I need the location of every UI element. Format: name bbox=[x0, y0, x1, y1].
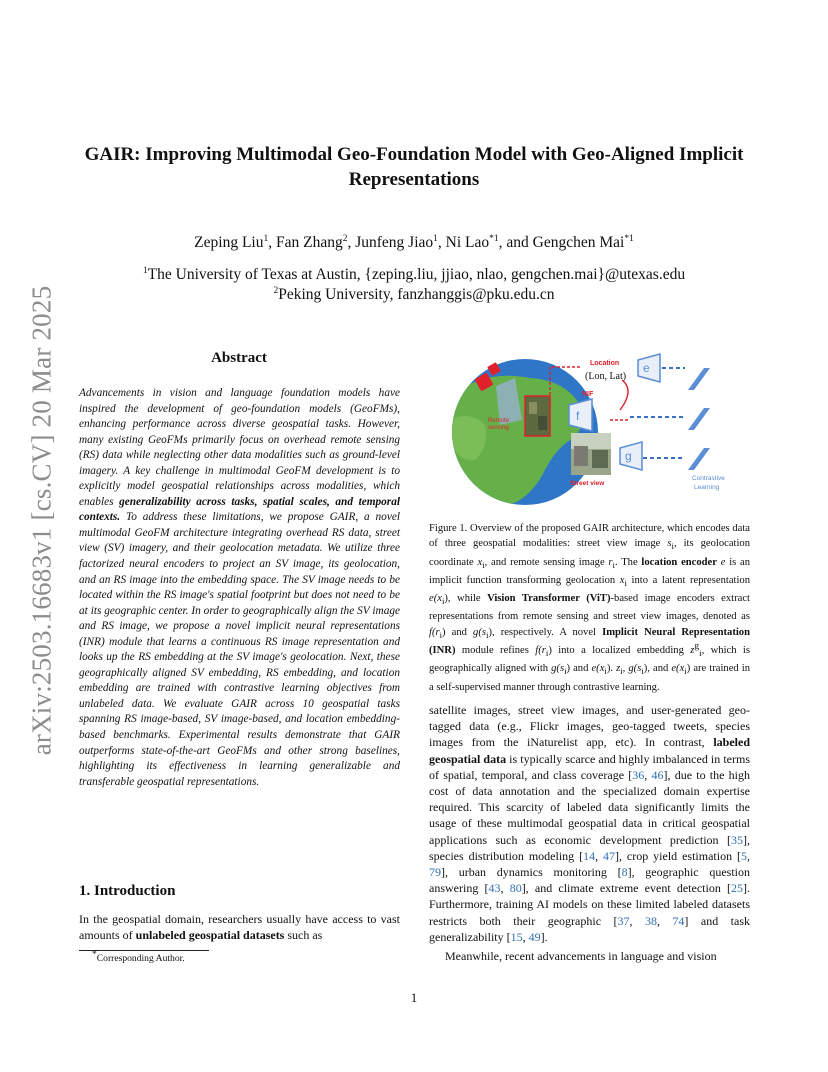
lonlat-label: (Lon, Lat) bbox=[585, 371, 627, 382]
citation-link[interactable]: 37 bbox=[617, 913, 630, 928]
footnote-rule bbox=[79, 950, 209, 951]
figure-1-diagram bbox=[430, 350, 750, 510]
affiliation-line: $^2$Peking University, fanzhanggis@pku.edu.cn bbox=[273, 285, 555, 303]
remote-sensing-label: Remote bbox=[488, 418, 510, 424]
nif-label: NIF bbox=[582, 391, 594, 398]
paragraph-start: Meanwhile, recent advancements in language and vision bbox=[445, 949, 717, 964]
abstract-body: Advancements in vision and language foundation models have inspired the development of geo-foundation models (GeoFMs), enhancing performance across diverse geospatial tasks. However, many existing GeoFMs primarily focus on overhead remote sensing (RS) data while neglecting other data modalities such as ground-level imagery. A key challenge in multimodal GeoFM development is to explicitly model geospatial relationships across modalities, which enables generalizability across tasks, spatial scales, and temporal contexts. To address these limitations, we propose GAIR, a novel multimodal GeoFM architecture integrating overhead RS data, street view (SV) imagery, and their geolocation metadata. We utilize three factorized neural encoders to project an SV image, its geolocation, and an RS image into the embedding space. The SV image needs to be located within the RS image's spatial footprint but does not need to be at its geographic center. In order to geographically align the SV image and RS image, we propose a novel implicit neural representations (INR) module that learns a continuous RS image representation and looks up the RS embedding at the SV image's geolocation. Next, these geographically aligned SV embedding, RS embedding, and location embedding are trained with contrastive learning objectives from unlabeled data. We evaluate GAIR across 10 geospatial tasks spanning RS image-based, SV image-based, and location embedding-based benchmarks. Experimental results demonstrate that GAIR outperforms state-of-the-art GeoFMs and other strong baselines, highlighting its effectiveness in learning generalizable and transferable geospatial representations. bbox=[79, 387, 400, 788]
encoder-f bbox=[569, 399, 592, 431]
citation-link[interactable]: 15 bbox=[510, 929, 523, 944]
citation-link[interactable]: 25 bbox=[731, 881, 743, 896]
author-name: Gengchen Mai bbox=[532, 234, 625, 251]
figure-1-caption: Figure 1. Overview of the proposed GAIR architecture, which encodes data of three geospatial modalities: street view image $s_i$, its geolocation coordinate $x_i$, and remote sensing image $r_i$. The location encoder e is an implicit function transforming geolocation $x_i$ into a latent representation $e(x_i)$, while Vision Transformer (ViT)-based image encoders extract representations from remote sensing and street view images, denoted as $f(r_i)$ and $g(s_i)$, respectively. A novel Implicit Neural Representation (INR) module refines $f(r_i)$ into a localized embedding $z^g_i$, which is geographically aligned with $g(s_i)$ and $e(x_i)$. $z_i$, $g(s_i)$, and $e(x_i)$ are trained in a self-supervised manner through contrastive learning. bbox=[429, 523, 751, 693]
street-view-label: Street view bbox=[570, 480, 605, 487]
intro-paragraph-left: In the geospatial domain, researchers usually have access to vast amounts of unlabeled geospatial datasets such as bbox=[79, 912, 400, 943]
citation-link[interactable]: 74 bbox=[672, 913, 685, 928]
svg-text:g: g bbox=[625, 449, 632, 463]
rs-image-patch bbox=[525, 396, 550, 436]
author-name: Junfeng Jiao bbox=[355, 234, 434, 251]
citation-link[interactable]: 5 bbox=[741, 848, 747, 863]
author-name: Fan Zhang bbox=[275, 234, 343, 251]
intro-paragraph-right: satellite images, street view images, and user-generated geo-tagged data (e.g., Flickr images, geo-tagged tweets, species images from the iNaturelist app, etc). In contrast, labeled geospatial data is typically scarce and highly imbalanced in terms of spatial, temporal, and class coverage [36, 46], due to the high cost of data annotation and the specialized domain expertise required. This scarcity of labeled data significantly limits the usage of these multimodal geospatial data in critical geospatial applications such as economic development prediction [35], species distribution modeling [14, 47], crop yield estimation [5, 79], urban dynamics monitoring [8], geographic question answering [43, 80], and climate extreme event detection [25]. Furthermore, training AI models on these limited labeled datasets restricts both their geographic [37, 38, 74] and task generalizability [15, 49]. Meanwhile, recent advancements in language and vision bbox=[429, 703, 751, 964]
author-name: Ni Lao bbox=[445, 234, 490, 251]
citation-link[interactable]: 80 bbox=[509, 881, 522, 896]
street-view-photo bbox=[571, 433, 611, 475]
citation-link[interactable]: 38 bbox=[644, 913, 657, 928]
arxiv-identifier-text: arXiv:2503.16683v1 [cs.CV] 20 Mar 2025 bbox=[26, 285, 57, 755]
citation-link[interactable]: 79 bbox=[429, 865, 441, 880]
citation-link[interactable]: 43 bbox=[488, 881, 501, 896]
location-label: Location bbox=[590, 360, 620, 367]
footnote: *Corresponding Author. bbox=[92, 949, 185, 964]
svg-text:f: f bbox=[576, 409, 580, 423]
encoder-e bbox=[638, 354, 660, 382]
remote-sensing-label: sensing bbox=[488, 425, 509, 431]
citation-link[interactable]: 35 bbox=[731, 832, 743, 847]
abstract-emphasis: generalizability across tasks, spatial scales, and temporal contexts. bbox=[79, 495, 400, 524]
contrastive-blocks bbox=[688, 368, 710, 470]
encoder-g bbox=[620, 442, 642, 470]
author-name: Zeping Liu bbox=[194, 234, 264, 251]
citation-link[interactable]: 46 bbox=[651, 767, 664, 782]
citation-link[interactable]: 49 bbox=[528, 929, 541, 944]
contrastive-label: Contrastive bbox=[692, 475, 725, 482]
svg-text:e: e bbox=[643, 361, 650, 375]
page-number: 1 bbox=[410, 990, 418, 1005]
citation-link[interactable]: 36 bbox=[632, 767, 645, 782]
paper-title: GAIR: Improving Multimodal Geo-Foundation Model with Geo-Aligned Implicit Representations bbox=[84, 144, 744, 190]
citation-link[interactable]: 47 bbox=[603, 848, 615, 863]
arxiv-identifier-stamp bbox=[22, 280, 62, 760]
author-list: Zeping Liu$^1$, Fan Zhang$^2$, Junfeng Jiao$^1$, Ni Lao$^{*1}$, and Gengchen Mai$^{*1}$ bbox=[194, 233, 634, 251]
abstract-heading: Abstract bbox=[211, 350, 267, 366]
citation-link[interactable]: 14 bbox=[583, 848, 596, 863]
citation-link[interactable]: 8 bbox=[621, 865, 628, 880]
affiliation-line: $^1$The University of Texas at Austin, {zeping.liu, jjiao, nlao, gengchen.mai}@utexas.edu bbox=[142, 265, 686, 283]
section-heading: 1. Introduction bbox=[79, 883, 176, 899]
learning-label: Learning bbox=[694, 484, 720, 491]
